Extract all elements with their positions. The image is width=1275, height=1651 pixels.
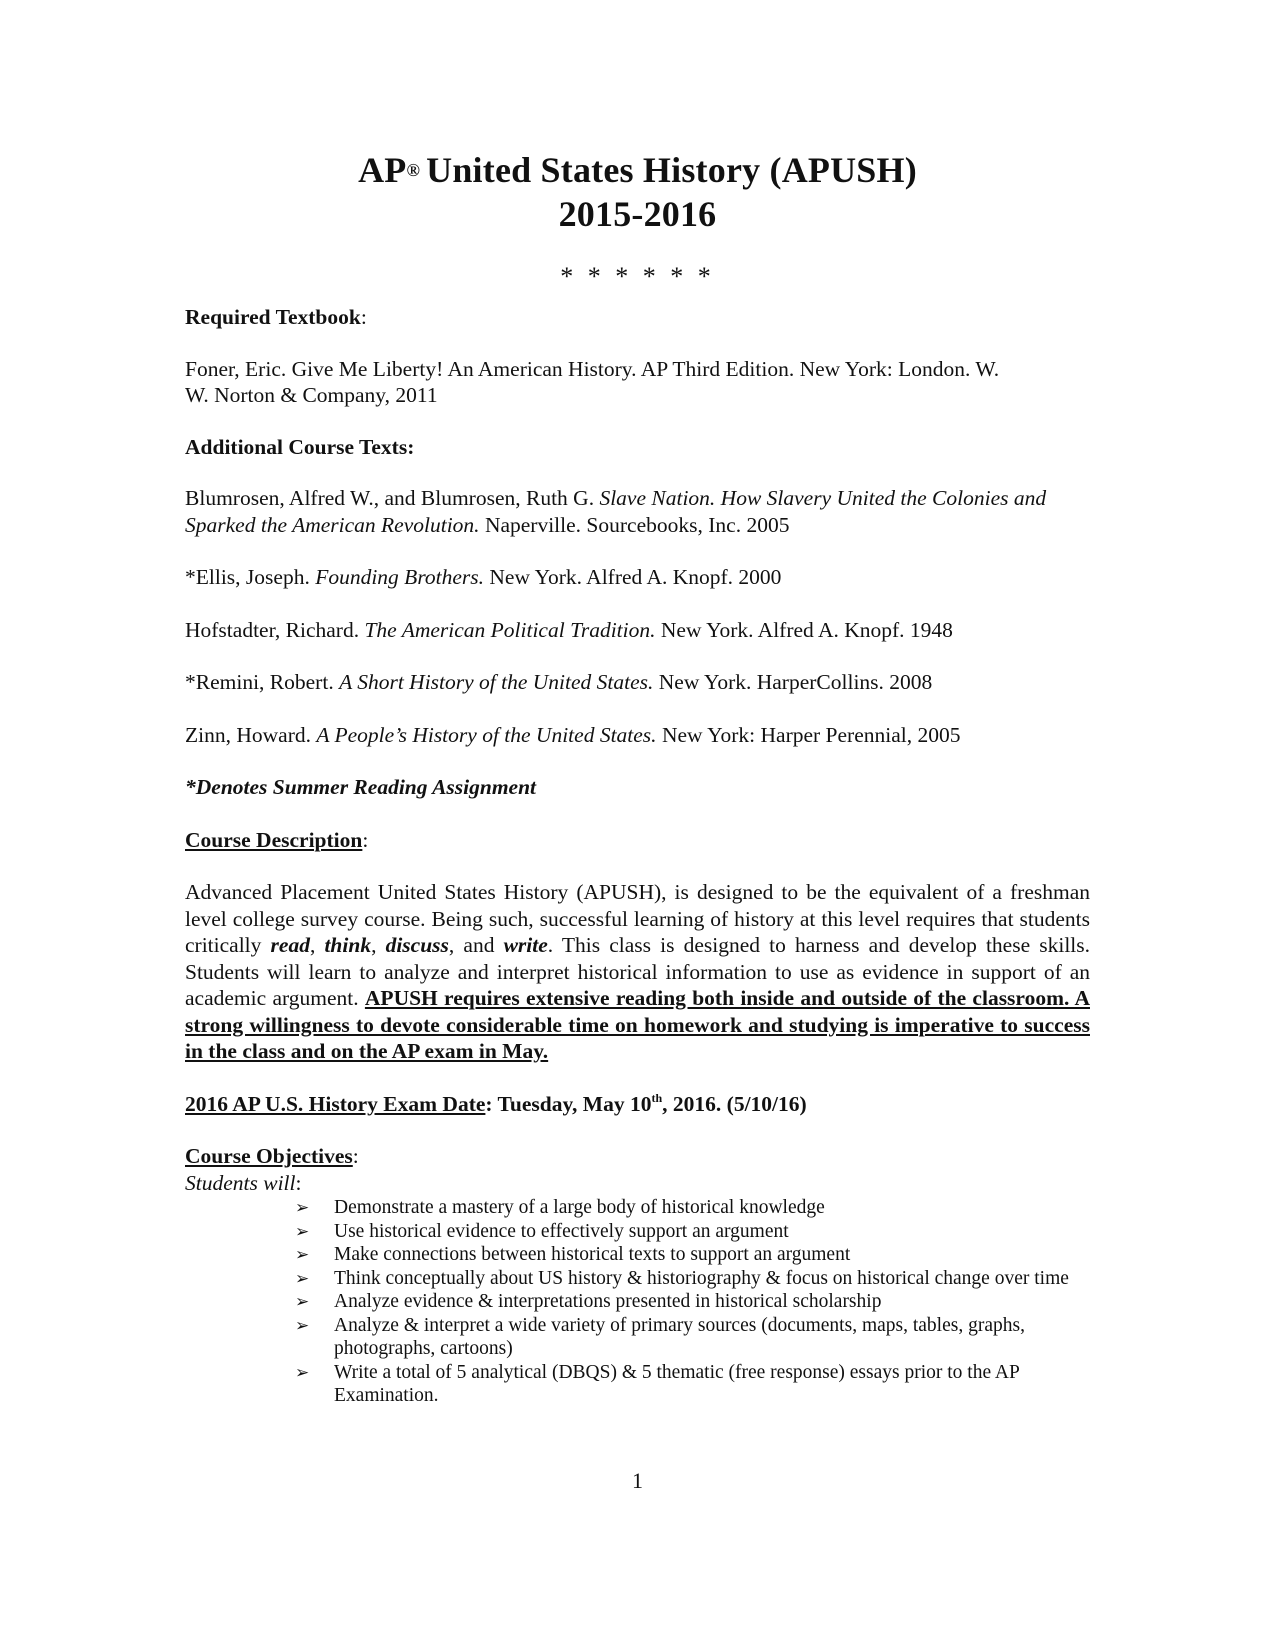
list-item: ➢ Use historical evidence to effectively support an argument [295,1220,789,1242]
list-item: ➢ Analyze evidence & interpretations presented in historical scholarship [295,1291,882,1312]
arrow-bullet-icon: ➢ [295,1315,310,1335]
book-title: Founding Brothers. [315,565,485,589]
arrow-bullet-icon: ➢ [295,1362,310,1382]
course-requirement-emphasis: APUSH requires extensive reading both inside and outside of the classroom. A strong willingness to devote considerable time on homework and studying is imperative to success in the class and on the AP exam in May. [185,986,1090,1063]
page-number: 1 [632,1468,643,1493]
arrow-bullet-icon: ➢ [295,1221,310,1241]
citation-entry: Blumrosen, Alfred W., and Blumrosen, Ruth G. Slave Nation. How Slavery United the Colonies and Sparked the American Revolution. Naperville. Sourcebooks, Inc. 2005 [185,486,1047,537]
arrow-bullet-icon: ➢ [295,1198,310,1217]
arrow-bullet-icon: ➢ [295,1292,310,1311]
book-title: The American Political Tradition. [364,617,656,642]
citation-entry: *Ellis, Joseph. Founding Brothers. New York. Alfred A. Knopf. 2000 [185,565,782,589]
arrow-bullet-icon: ➢ [295,1245,310,1264]
course-description-heading: Course Description: [185,827,369,852]
objectives-list [295,1196,1090,1408]
title-prefix: AP [358,150,407,190]
book-title: Slave Nation. How Slavery United the Colonies and Sparked the American Revolution. [185,486,1047,537]
required-textbook-heading: Required Textbook: [185,305,367,329]
document-body [185,304,1090,1408]
list-item: ➢ Demonstrate a mastery of a large body of historical knowledge [295,1197,825,1218]
arrow-bullet-icon: ➢ [295,1268,310,1288]
title-main: United States History (APUSH) [426,150,917,190]
document-title [0,148,1275,236]
objectives-intro: Students will: [185,1170,302,1195]
course-description-text: Advanced Placement United States History (APUSH), is designed to be the equivalent of a freshman level college survey course. Being such, successful learning of history at this level requires that students critically read, think, discuss, and write. This class is designed to harness and develop these skills. Students will learn to analyze and interpret historical information to use as evidence in support of an academic argument. APUSH requires extensive reading both inside and outside of the classroom. A strong willingness to devote considerable time on homework and studying is imperative to success in the class and on the AP exam in May. [185,880,1091,1063]
section-separator: * * * * * * [560,262,715,291]
citation-entry: *Remini, Robert. A Short History of the United States. New York. HarperCollins. 2008 [185,670,933,694]
required-textbook-citation: Foner, Eric. Give Me Liberty! An American History. AP Third Edition. New York: London. W. W. Norton & Company, 2011 [185,356,1000,407]
list-item: ➢ Think conceptually about US history & historiography & focus on historical change over time [295,1267,1069,1289]
book-title: A People’s History of the United States. [316,722,657,747]
course-objectives-heading: Course Objectives: [185,1144,359,1168]
citation-entry: Zinn, Howard. A People’s History of the United States. New York: Harper Perennial, 2005 [185,722,961,747]
list-item: ➢ Make connections between historical texts to support an argument [295,1244,851,1265]
list-item: ➢ Write a total of 5 analytical (DBQS) & 5 thematic (free response) essays prior to the AP Examination. [295,1361,1020,1406]
additional-texts-heading: Additional Course Texts: [185,434,415,459]
exam-date-label: 2016 AP U.S. History Exam Date [185,1091,486,1116]
title-line [0,148,1275,192]
book-title: A Short History of the United States. [339,670,654,694]
citation-entry: Hofstadter, Richard. The American Political Tradition. New York. Alfred A. Knopf. 1948 [185,617,953,642]
school-year: 2015-2016 [558,194,717,234]
exam-date: 2016 AP U.S. History Exam Date: Tuesday, May 10th, 2016. (5/10/16) [185,1090,807,1116]
summer-reading-note: *Denotes Summer Reading Assignment [185,775,537,799]
list-item: ➢ Analyze & interpret a wide variety of primary sources (documents, maps, tables, graphs, photographs, cartoons) [295,1314,1025,1359]
registered-mark: ® [406,160,421,180]
